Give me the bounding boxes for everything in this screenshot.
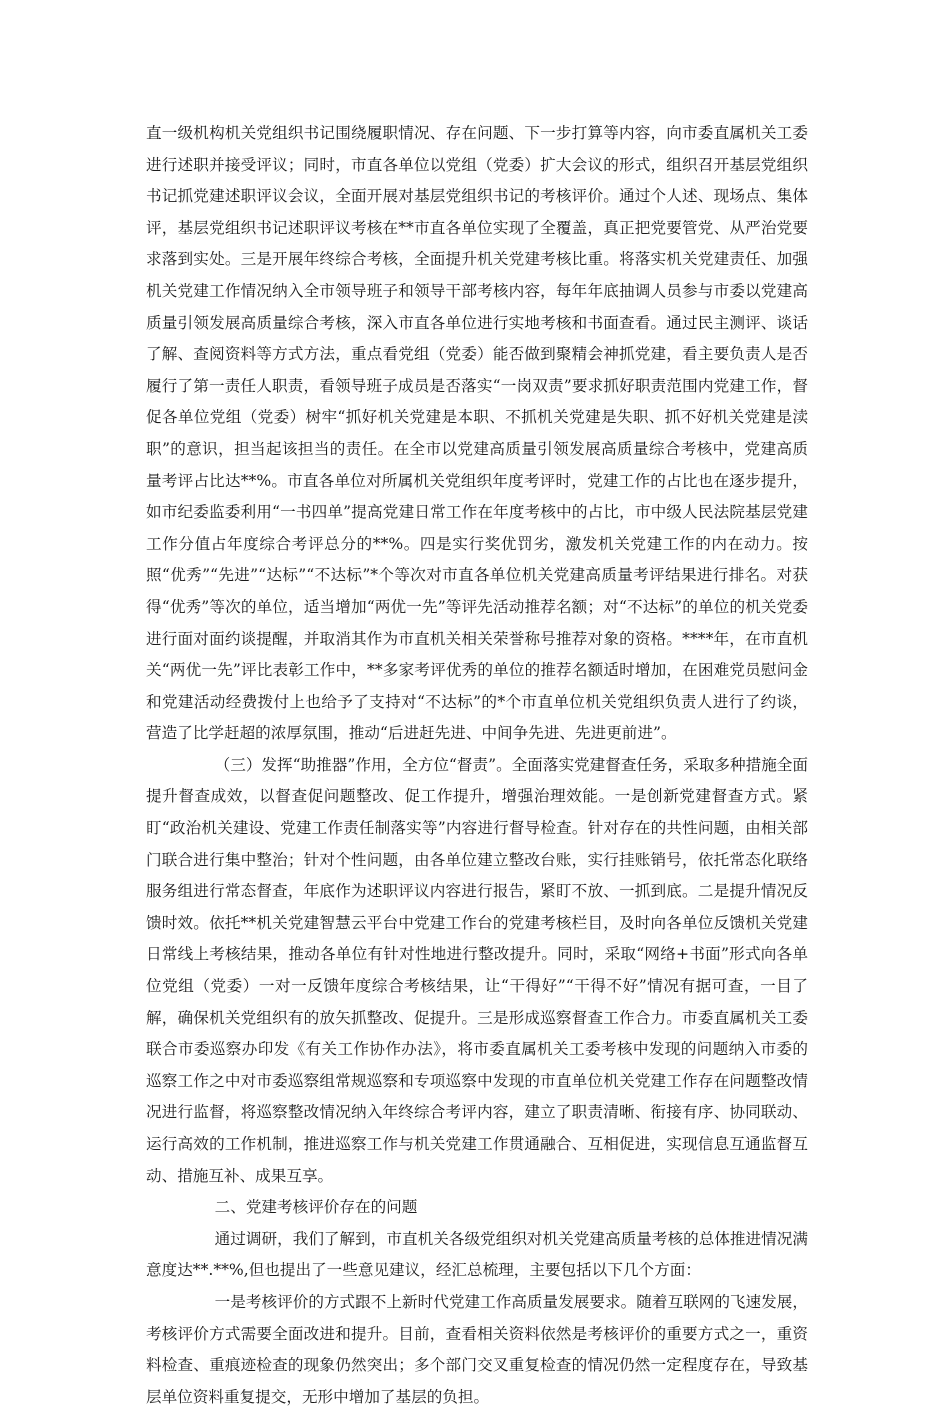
paragraph-section-three: （三）发挥“助推器”作用，全方位“督责”。全面落实党建督查任务，采取多种措施全面提升督查成效，以督查促问题整改、促工作提升，增强治理效能。一是创新党建督查方式。紧盯“政治机关建设、党建工作责任制落实等”内容进行督导检查。针对存在的共性问题，由相关部门联合进行集中整治；针对个性问题，由各单位建立整改台账，实行挂账销号，依托常态化联络服务组进行常态督查，年底作为述职评议内容进行报告，紧盯不放、一抓到底。二是提升情况反馈时效。依托**机关党建智慧云平台中党建工作台的党建考核栏目，及时向各单位反馈机关党建日常线上考核结果，推动各单位有针对性地进行整改提升。同时，采取“网络+书面”形式向各单位党组（党委）一对一反馈年度综合考核结果，让“干得好”“干得不好”情况有据可查，一目了解，确保机关党组织有的放矢抓整改、促提升。三是形成巡察督查工作合力。市委直属机关工委联合市委巡察办印发《有关工作协作办法》，将市委直属机关工委考核中发现的问题纳入市委的巡察工作之中对市委巡察组常规巡察和专项巡察中发现的市直单位机关党建工作存在问题整改情况进行监督，将巡察整改情况纳入年终综合考评内容，建立了职责清晰、衔接有序、协同联动、运行高效的工作机制，推进巡察工作与机关党建工作贯通融合、互相促进，实现信息互通监督互动、措施互补、成果互享。 bbox=[146, 755, 808, 1185]
paragraph-survey: 通过调研，我们了解到，市直机关各级党组织对机关党建高质量考核的总体推进情况满意度达**.**%,但也提出了一些意见建议，经汇总梳理，主要包括以下几个方面： bbox=[146, 1229, 808, 1280]
paragraph-continuation: 直一级机构机关党组织书记围绕履职情况、存在问题、下一步打算等内容，向市委直属机关工委进行述职并接受评议；同时，市直各单位以党组（党委）扩大会议的形式，组织召开基层党组织书记抓党建述职评议会议，全面开展对基层党组织书记的考核评价。通过个人述、现场点、集体评，基层党组织书记述职评议考核在**市直各单位实现了全覆盖，真正把党要管党、从严治党要求落到实处。三是开展年终综合考核，全面提升机关党建考核比重。将落实机关党建责任、加强机关党建工作情况纳入全市领导班子和领导干部考核内容，每年年底抽调人员参与市委以党建高质量引领发展高质量综合考核，深入市直各单位进行实地考核和书面查看。通过民主测评、谈话了解、查阅资料等方式方法，重点看党组（党委）能否做到聚精会神抓党建，看主要负责人是否履行了第一责任人职责，看领导班子成员是否落实“一岗双责”要求抓好职责范围内党建工作，督促各单位党组（党委）树牢“抓好机关党建是本职、不抓机关党建是失职、抓不好机关党建是渎职”的意识，担当起该担当的责任。在全市以党建高质量引领发展高质量综合考核中，党建高质量考评占比达**%。市直各单位对所属机关党组织年度考评时，党建工作的占比也在逐步提升，如市纪委监委利用“一书四单”提高党建日常工作在年度考核中的占比，市中级人民法院基层党建工作分值占年度综合考评总分的**%。四是实行奖优罚劣，激发机关党建工作的内在动力。按照“优秀”“先进”“达标”“不达标”*个等次对市直各单位机关党建高质量考评结果进行排名。对获得“优秀”等次的单位，适当增加“两优一先”等评先活动推荐名额；对“不达标”的单位的机关党委进行面对面约谈提醒，并取消其作为市直机关相关荣誉称号推荐对象的资格。****年，在市直机关“两优一先”评比表彰工作中，**多家考评优秀的单位的推荐名额适时增加，在困难党员慰问金和党建活动经费拨付上也给予了支持对“不达标”的*个市直单位机关党组织负责人进行了约谈，营造了比学赶超的浓厚氛围，推动“后进赶先进、中间争先进、先进更前进”。 bbox=[146, 124, 808, 743]
document-body bbox=[146, 118, 808, 1413]
paragraph-problem-one: 一是考核评价的方式跟不上新时代党建工作高质量发展要求。随着互联网的飞速发展，考核评价方式需要全面改进和提升。目前，查看相关资料依然是考核评价的重要方式之一，重资料检查、重痕迹检查的现象仍然突出；多个部门交叉重复检查的情况仍然一定程度存在，导致基层单位资料重复提交，无形中增加了基层的负担。 bbox=[146, 1292, 808, 1406]
section-heading-problems: 二、党建考核评价存在的问题 bbox=[214, 1198, 418, 1217]
